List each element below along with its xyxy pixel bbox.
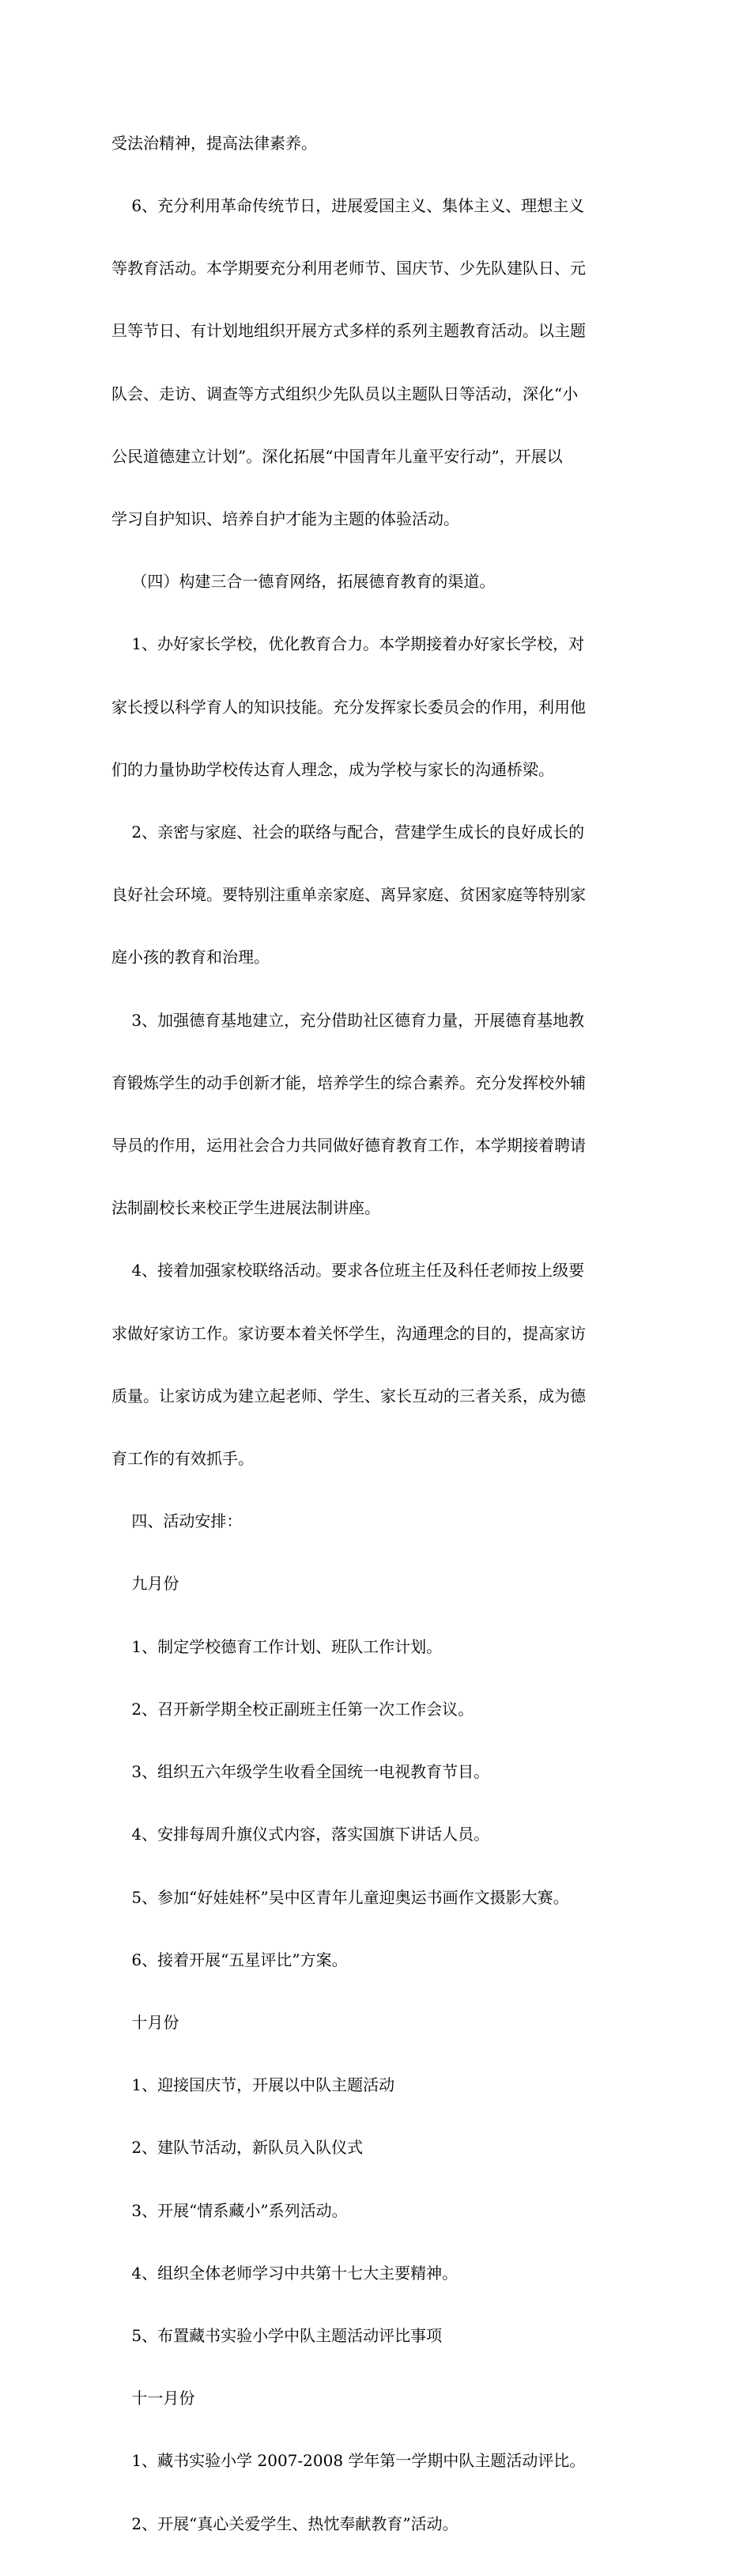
list-item: 5、布置藏书实验小学中队主题活动评比事项 — [111, 2325, 443, 2345]
list-item: 1、藏书实验小学 2007-2008 学年第一学期中队主题活动评比。 — [111, 2451, 586, 2471]
section-heading: 四、活动安排： — [111, 1511, 243, 1531]
text-line: 育工作的有效抓手。 — [111, 1449, 254, 1469]
text-line: 3、加强德育基地建立，充分借助社区德育力量，开展德育基地教 — [111, 1010, 585, 1030]
text-line: 学习自护知识、培养自护才能为主题的体验活动。 — [111, 509, 459, 529]
text-line: 质量。让家访成为建立起老师、学生、家长互动的三者关系，成为德 — [111, 1386, 586, 1405]
text-line: 2、亲密与家庭、社会的联络与配合，营建学生成长的良好成长的 — [111, 823, 585, 842]
text-line: 队会、走访、调查等方式组织少先队员以主题队日等活动，深化“小 — [111, 384, 579, 403]
list-item: 2、召开新学期全校正副班主任第一次工作会议。 — [111, 1699, 474, 1719]
document-body — [111, 91, 643, 2576]
list-item: 3、开展“情系藏小”系列活动。 — [111, 2200, 348, 2220]
list-item: 4、安排每周升旗仪式内容，落实国旗下讲话人员。 — [111, 1825, 490, 1844]
month-heading: 九月份 — [111, 1574, 179, 1594]
list-item: 6、接着开展“五星评比”方案。 — [111, 1950, 348, 1969]
text-line: 等教育活动。本学期要充分利用老师节、国庆节、少先队建队日、元 — [111, 259, 586, 278]
month-heading: 十月份 — [111, 2012, 179, 2032]
month-heading: 十一月份 — [111, 2389, 195, 2408]
text-line: 导员的作用，运用社会合力共同做好德育教育工作，本学期接着聘请 — [111, 1136, 586, 1156]
text-line: 6、充分利用革命传统节日，进展爱国主义、集体主义、理想主义 — [111, 196, 585, 216]
text-line: 法制副校长来校正学生进展法制讲座。 — [111, 1198, 380, 1218]
text-line: 庭小孩的教育和治理。 — [111, 948, 270, 967]
list-item: 3、组织五六年级学生收看全国统一电视教育节目。 — [111, 1762, 490, 1782]
list-item: 2、建队节活动，新队员入队仪式 — [111, 2138, 364, 2158]
text-line: 们的力量协助学校传达育人理念，成为学校与家长的沟通桥梁。 — [111, 759, 554, 779]
section-heading: （四）构建三合一德育网络，拓展德育教育的渠道。 — [111, 572, 496, 592]
list-item: 4、组织全体老师学习中共第十七大主要精神。 — [111, 2263, 459, 2283]
text-line: 4、接着加强家校联络活动。要求各位班主任及科任老师按上级要 — [111, 1261, 585, 1280]
text-line: 公民道德建立计划”。深化拓展“中国青年儿童平安行动”，开展以 — [111, 446, 563, 466]
list-item: 1、制定学校德育工作计划、班队工作计划。 — [111, 1636, 443, 1656]
text-line: 受法治精神，提高法律素养。 — [111, 133, 317, 153]
text-line: 旦等节日、有计划地组织开展方式多样的系列主题教育活动。以主题 — [111, 321, 586, 341]
text-line: 1、办好家长学校，优化教育合力。本学期接着办好家长学校，对 — [111, 634, 585, 654]
text-line: 良好社会环境。要特别注重单亲家庭、离异家庭、贫困家庭等特别家 — [111, 885, 586, 905]
list-item: 2、开展“真心关爱学生、热忱奉献教育”活动。 — [111, 2514, 459, 2533]
list-item: 1、迎接国庆节，开展以中队主题活动 — [111, 2075, 395, 2095]
text-line: 育锻炼学生的动手创新才能，培养学生的综合素养。充分发挥校外辅 — [111, 1072, 586, 1092]
text-line: 求做好家访工作。家访要本着关怀学生，沟通理念的目的，提高家访 — [111, 1323, 586, 1343]
list-item: 5、参加“好娃娃杯”吴中区青年儿童迎奥运书画作文摄影大赛。 — [111, 1887, 569, 1907]
text-line: 家长授以科学育人的知识技能。充分发挥家长委员会的作用，利用他 — [111, 697, 586, 717]
